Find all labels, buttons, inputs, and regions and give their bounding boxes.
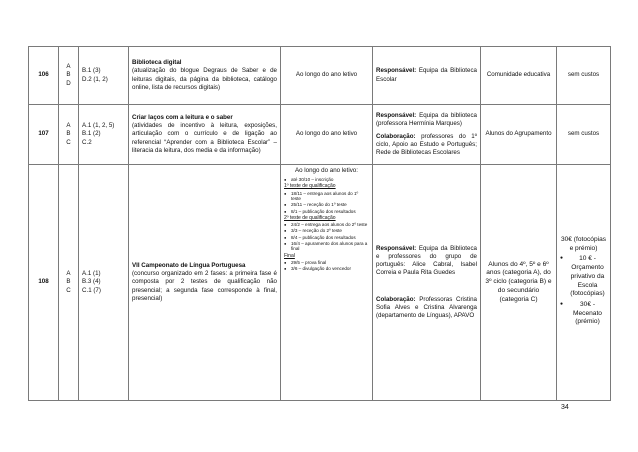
objective-refs [79,47,129,105]
activity-title: VII Campeonato de Língua Portuguesa [132,262,246,270]
collaboration-label: Colaboração: [376,132,416,140]
objective-letters [59,47,79,105]
schedule-item: ● até 30/10 – inscrição [284,177,369,183]
audience-cell: Comunidade educativa [481,47,557,105]
period-cell [281,165,373,401]
cost-item: ● 10 € - Orçamento privativo da Escola (fotocópias) [560,255,607,299]
period-text: Ao longo do ano letivo: [295,167,358,174]
schedule-item: ● 16/4 – apuramento dos alunos para a final [284,241,369,252]
page-number: 34 [561,404,569,411]
costs-cell: sem custos [557,47,611,105]
activity-number: 107 [29,105,59,165]
schedule-item: ● 24/2 – entrega aos alunos do 2º teste [284,222,369,228]
responsible-label: Responsável: [376,111,417,119]
activity-description [129,105,281,165]
schedule-item: ● 8/1 – publicação dos resultados [284,209,369,215]
objective-letter: A [66,122,71,130]
responsible-cell [373,165,481,401]
cost-item: ● 30€ - Mecenato (prémio) [560,301,607,327]
period-cell: Ao longo do ano letivo [281,47,373,105]
period-cell: Ao longo do ano letivo [281,105,373,165]
objective-letters [59,105,79,165]
schedule-heading: Final [284,252,295,259]
responsible-text: Equipa da Biblioteca Escolar [376,67,477,83]
objective-ref: D.2 (1, 2) [82,75,108,83]
objective-letter: B [66,278,71,286]
objective-ref: B.1 (3) [82,67,101,75]
objective-letters [59,165,79,401]
activity-text: (atualização do blogue Degraus de Saber e de leituras digitais, da página da biblioteca, catálogo online, lista de recursos digitais) [132,67,277,91]
schedule-item: ● 25/11 – receção do 1º teste [284,202,369,208]
schedule-item: ● 8/4 – publicação dos resultados [284,235,369,241]
audience-cell: Alunos do Agrupamento [481,105,557,165]
responsible-text: Equipa da Biblioteca e professores do grupo de português: Alice Cabral, Isabel Correia e Paula Rita Guedes [376,244,477,277]
collaboration-text: Professoras Cristina Sofia Alves e Cristina Alvarenga (departamento de Línguas), APAVO [376,295,477,319]
schedule-heading: 2º teste de qualificação [284,214,336,221]
activity-title: Criar laços com a leitura e o saber [132,114,233,122]
costs-head: 30€ (fotocópias e prémio) [560,235,607,252]
collaboration-text: professores do 1º ciclo, Apoio ao Estudo e Português; Rede de Bibliotecas Escolares [376,132,477,157]
activity-description [129,47,281,105]
activity-number: 108 [29,165,59,401]
schedule-item: ● 29/5 – prova final [284,260,369,266]
costs-list [560,255,607,327]
table-row [29,105,611,165]
objective-ref: B.1 (2) [82,130,101,138]
objective-refs [79,165,129,401]
responsible-text: Equipa da biblioteca (professora Hermínia Marques) [376,111,477,127]
activity-number: 106 [29,47,59,105]
activity-text: (concurso organizado em 2 fases: a primeira fase é composta por 2 testes de qualificação não presencial; a segunda fase corresponde à final, presencial) [132,270,277,302]
audience-cell: Alunos do 4º, 5º e 6º anos (categoria A), do 3º ciclo (categoria B) e do secundário (categoria C) [481,165,557,401]
table-row [29,165,611,401]
objective-refs [79,105,129,165]
responsible-cell [373,105,481,165]
objective-ref: B.3 (4) [82,278,101,286]
activity-plan-table [28,46,611,401]
objective-ref: C.2 [82,138,92,146]
responsible-cell [373,47,481,105]
objective-ref: A.1 (1, 2, 5) [82,122,115,130]
activity-text: (atividades de incentivo à leitura, exposições, articulação com o currículo e de ligação ao referencial “Aprender com a Biblioteca Escolar” – literacia da leitura, dos media e da informação) [132,122,277,154]
schedule-list [284,177,369,272]
schedule-item: ● 3/3 – receção do 2º teste [284,228,369,234]
objective-letter: C [66,286,71,294]
objective-ref: C.1 (7) [82,286,101,294]
objective-letter: B [66,130,71,138]
objective-ref: A.1 (1) [82,270,101,278]
costs-cell [557,165,611,401]
schedule-heading: 1º teste de qualificação [284,183,336,190]
activity-title: Biblioteca digital [132,59,182,67]
activity-description [129,165,281,401]
objective-letter: D [66,79,71,87]
objective-letter: A [66,270,71,278]
table-row [29,47,611,105]
schedule-item: ● 3/6 – divulgação do vencedor [284,266,369,272]
objective-letter: A [66,63,71,71]
responsible-label: Responsável: [376,244,417,252]
collaboration-label: Colaboração: [376,295,416,303]
responsible-label: Responsável: [376,67,417,75]
costs-cell: sem custos [557,105,611,165]
objective-letter: B [66,71,71,79]
objective-letter: C [66,138,71,146]
schedule-item: ● 18/11 – entrega aos alunos do 1º teste [284,191,369,202]
